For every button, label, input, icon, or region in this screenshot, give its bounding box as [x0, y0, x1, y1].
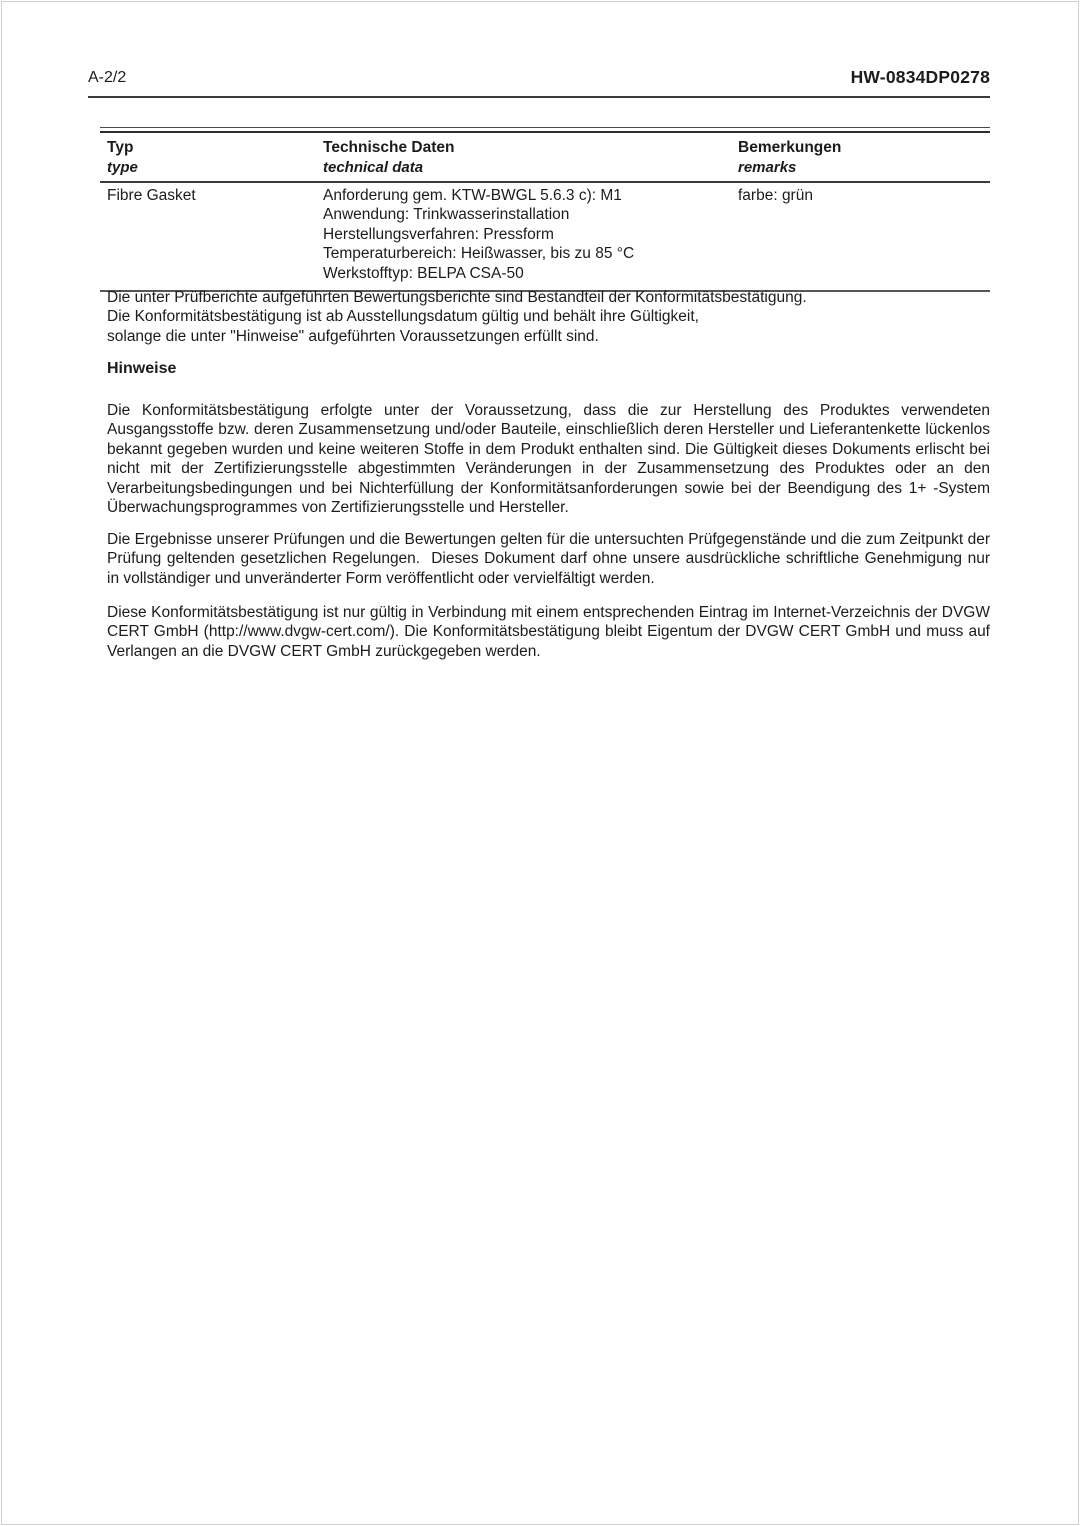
column-header-bemerkungen	[738, 138, 990, 177]
tech-data-line: Herstellungsverfahren: Pressform	[323, 225, 554, 243]
column-header-typ	[100, 138, 323, 177]
intro-line: Die unter Prüfberichte aufgeführten Bewertungsberichte sind Bestandteil der Konformitätsbestätigung.	[107, 289, 807, 306]
table-row	[100, 183, 990, 290]
hinweise-paragraph-3: Diese Konformitätsbestätigung ist nur gültig in Verbindung mit einem entsprechenden Eintrag im Internet-Verzeichnis der DVGW CERT GmbH (http://www.dvgw-cert.com/). Die Konformitätsbestätigung bleibt Eigentum der DVGW CERT GmbH und muss auf Verlangen an die DVGW CERT GmbH zurückgegeben werden.	[107, 604, 990, 660]
page-header	[88, 66, 990, 88]
document-number: HW-0834DP0278	[850, 67, 990, 87]
cell-technische-daten	[323, 186, 738, 283]
column-header-technische-daten-de: Technische Daten	[323, 139, 455, 156]
tech-data-line: Werkstofftyp: BELPA CSA-50	[323, 264, 524, 282]
intro-line: Die Konformitätsbestätigung ist ab Ausstellungsdatum gültig und behält ihre Gültigkeit,	[107, 308, 699, 326]
intro-text	[107, 288, 990, 346]
table-header-row	[100, 133, 990, 181]
page-number-label: A-2/2	[88, 69, 127, 86]
header-divider	[88, 96, 990, 98]
intro-line: solange die unter "Hinweise" aufgeführten Voraussetzungen erfüllt sind.	[107, 327, 599, 345]
column-header-bemerkungen-de: Bemerkungen	[738, 139, 842, 156]
tech-data-line: Anwendung: Trinkwasserinstallation	[323, 206, 570, 224]
column-header-bemerkungen-en: remarks	[738, 159, 797, 176]
cell-bemerkungen: farbe: grün	[738, 187, 813, 204]
hinweise-paragraph-1: Die Konformitätsbestätigung erfolgte unter der Voraussetzung, dass die zur Herstellung des Produktes verwendeten Ausgangsstoffe bzw. deren Zusammensetzung und/oder Bauteile, einschließlich deren Hersteller und Lieferantenkette lückenlos bekannt gegeben wurden und keine weiteren Stoffe in dem Produkt enthalten sind. Die Gültigkeit dieses Dokuments erlischt bei nicht mit der Zertifizierungsstelle abgestimmten Veränderungen in der Zusammensetzung des Produktes oder an den Verarbeitungsbedingungen und bei Nichterfüllung der Konformitätsanforderungen sowie bei der Beendigung des 1+ -System Überwachungsprogrammes von Zertifizierungsstelle und Hersteller.	[107, 402, 990, 517]
tech-data-line: Anforderung gem. KTW-BWGL 5.6.3 c): M1	[323, 187, 622, 204]
cell-typ: Fibre Gasket	[107, 187, 196, 204]
specification-table	[100, 127, 990, 292]
column-header-typ-de: Typ	[107, 139, 134, 156]
hinweise-paragraph-2: Die Ergebnisse unserer Prüfungen und die Bewertungen gelten für die untersuchten Prüfgegenstände und die zum Zeitpunkt der Prüfung geltenden gesetzlichen Regelungen. Dieses Dokument darf ohne unsere ausdrückliche schriftliche Genehmigung nur in vollständiger und unveränderter Form veröffentlicht oder vervielfältigt werden.	[107, 531, 990, 587]
hinweise-heading: Hinweise	[107, 360, 177, 377]
column-header-typ-en: type	[107, 159, 138, 176]
tech-data-line: Temperaturbereich: Heißwasser, bis zu 85 °C	[323, 245, 635, 263]
column-header-technische-daten	[323, 138, 738, 177]
column-header-technische-daten-en: technical data	[323, 159, 424, 176]
